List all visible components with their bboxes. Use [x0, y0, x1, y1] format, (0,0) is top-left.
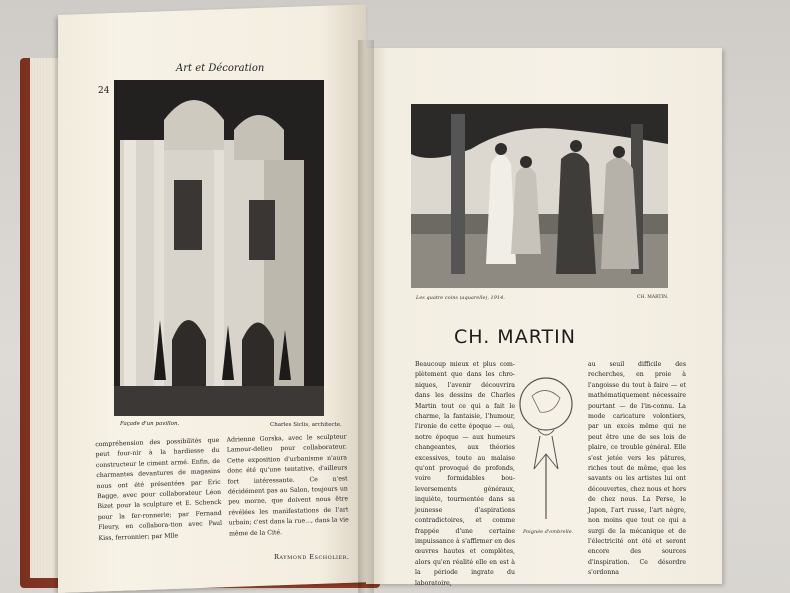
- illustration-credit: CH. MARTIN.: [637, 295, 669, 300]
- running-head: Art et Décoration: [176, 63, 265, 74]
- photo-caption: Façade d'un pavillon.: [120, 421, 180, 427]
- four-corners-watercolor: [411, 104, 668, 288]
- author-signature: Raymond Escholier.: [274, 553, 350, 561]
- left-text-column-a: compréhension des possibilités que peut four-nir à la hardiesse du constructeur le ciment armé. Enfin, de charmantes devantures de magasins nous ont été présentées par Eric Bagge, avec pour collaborateur Léon Bizet pour la sculpture et E. Schenck pour la fer-ronnerie; par Fernand Fleury, en collabora-tion avec Paul Kiss, ferronnier; par Mlle: [95, 436, 223, 542]
- left-text-column-b: Adrienne Gorska, avec le sculpteur Lamour-delieu pour collaborateur. Cette exposition d'urbanisme n'aura donc été qu'une tentative, d'ailleurs fort intéressante. Ce n'est décidément pas au Salon, toujours un peu morne, que doivent nous être révélées les manifestations de l'art urbain; c'est dans la rue..., dans la vie même de la Cité.: [226, 433, 349, 538]
- vignette-caption: Poignée d'ombrelle.: [523, 529, 574, 535]
- book-gutter: [358, 40, 374, 593]
- parasol-handle-icon: [510, 374, 582, 524]
- pavilion-facade-image: [114, 80, 324, 416]
- illustration-caption: Les quatre coins (aquarelle), 1914.: [416, 295, 505, 301]
- page-number: 24: [98, 86, 110, 96]
- right-text-column-a: Beaucoup mieux et plus com-plètement que dans les chro-niques, l'avenir découvrira dans les dessins de Charles Martin tout ce qui a fait le charme, la fantaisie, l'humour, l'ironie de cette époque — oui, notre époque — aux humeurs changeantes, aux théories excessives, toute au malaise qu'ont provoqué de profonds, voire formidables bou-leversements généraux, inquiète, tourmentée dans sa jeunesse d'aspirations contradictoires, et comme frappée d'une certaine impuissance à s'affirmer en des œuvres hautes et complètes, alors qu'en réalité elle en est à la période ingrate du laboratoire,: [415, 361, 515, 587]
- parasol-handle-drawing: [510, 374, 582, 524]
- pavilion-facade-photo: [114, 80, 324, 416]
- right-text-column-b: au seuil difficile des recherches, en proie à l'angoisse du tout à faire — et mathématiquement nécessaire pourtant — de l'in-connu. La mode caricature volontiers, par un excès même qui ne peut être une de ses lois de plaire, ce trouble général. Elle s'est jetée vers les pâtures, riches tout de même, que les savants ou les artistes lui ont découvertes, chez nous et hors de chez nous. La Perse, le Japon, l'art russe, l'art nègre, non moins que tout ce qui a surgi de la mécanique et de l'électricité ont été et seront encore des sources d'inspiration. Ce désordre s'ordonna: [588, 361, 686, 577]
- article-title: CH. MARTIN: [454, 326, 576, 348]
- watercolor-illustration: [411, 104, 668, 288]
- photo-credit: Charles Siclis, architecte.: [270, 422, 342, 428]
